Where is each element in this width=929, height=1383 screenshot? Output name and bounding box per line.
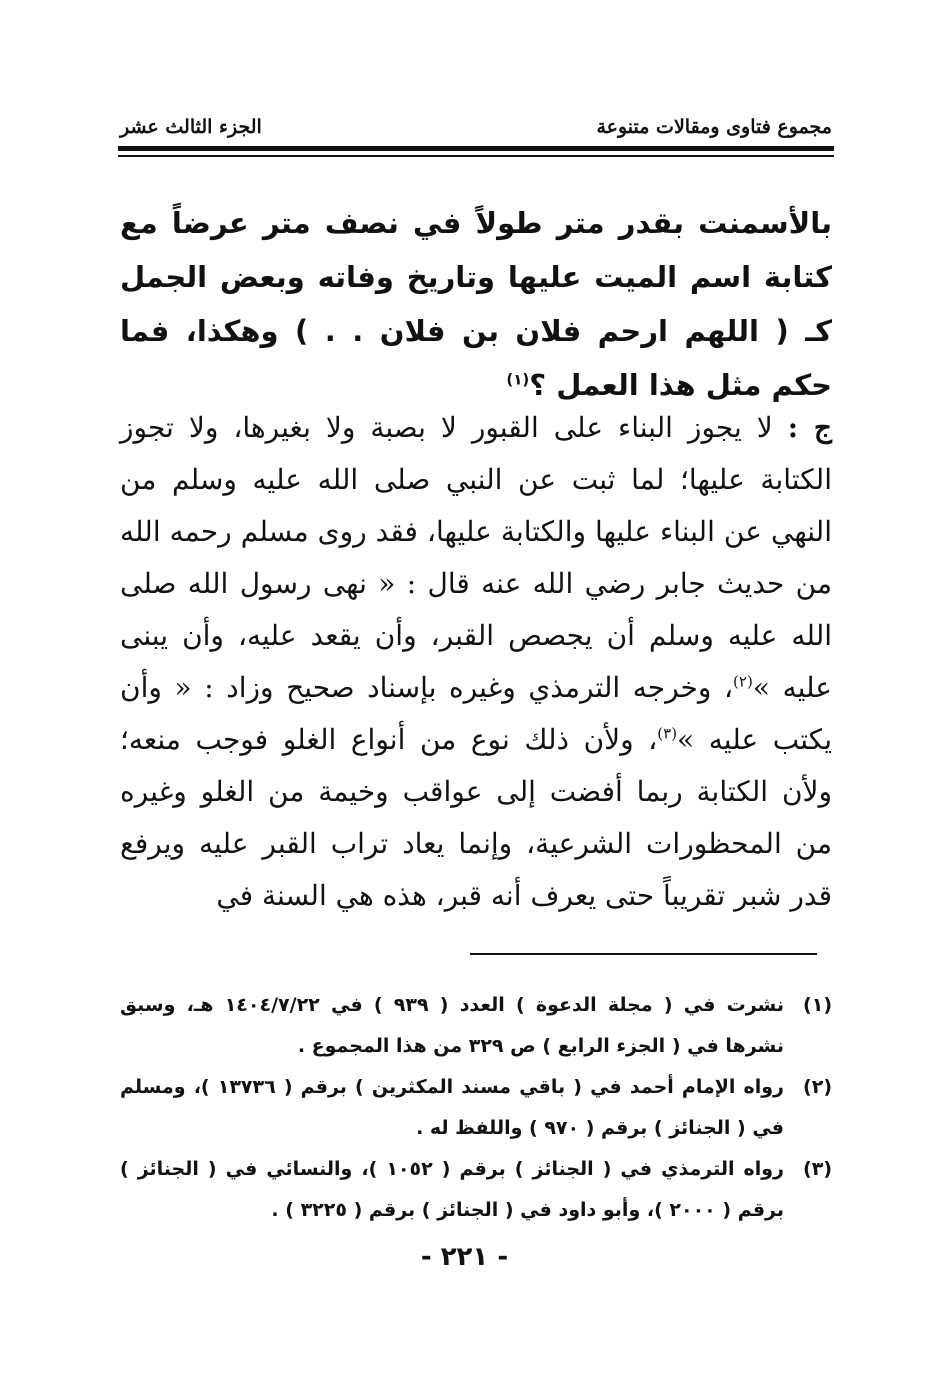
header-rule-thick — [118, 146, 834, 151]
question-paragraph — [120, 196, 832, 412]
footnote-item — [120, 1067, 832, 1149]
footnotes — [120, 985, 832, 1231]
answer-text-part3: ، ولأن ذلك نوع من أنواع الغلو فوجب منعه؛ ولأن الكتابة ربما أفضت إلى عواقب وخيمة من الغلو وغيره من المحظورات الشرعية، وإنما يعاد تراب القبر عليه ويرفع قدر شبر تقريباً حتى يعرف أنه قبر، هذه هي السنة في — [120, 723, 832, 912]
footnote-ref-1: (١) — [506, 370, 530, 389]
footnote-ref-2: (٢) — [733, 672, 753, 691]
footnote-number: (٣) — [803, 1158, 832, 1180]
footnote-ref-3: (٣) — [657, 724, 678, 743]
footnote-text: نشرت في ( مجلة الدعوة ) العدد ( ٩٣٩ ) في ١٤٠٤/٧/٢٢ هـ، وسبق نشرها في ( الجزء الرابع ) ص ٣٢٩ من هذا المجموع . — [120, 994, 784, 1057]
answer-marker: ج : — [787, 411, 832, 444]
answer-text-part2: ، وخرجه الترمذي وغيره بإسناد صحيح وزاد : « وأن يكتب عليه » — [120, 671, 832, 756]
footnote-text: رواه الترمذي في ( الجنائز ) برقم ( ١٠٥٢ )، والنسائي في ( الجنائز ) برقم ( ٢٠٠٠ )، وأبو داود في ( الجنائز ) برقم ( ٣٢٢٥ ) . — [120, 1158, 784, 1221]
header-rule-thin — [118, 155, 834, 157]
page-number: - ٢٢١ - — [420, 1242, 509, 1272]
running-header — [120, 112, 832, 144]
footnote-number: (٢) — [803, 1076, 832, 1098]
volume-label: الجزء الثالث عشر — [120, 116, 262, 138]
book-title: مجموع فتاوى ومقالات متنوعة — [596, 116, 832, 138]
answer-paragraph — [120, 402, 832, 922]
answer-text-part1: لا يجوز البناء على القبور لا بصبة ولا بغيرها، ولا تجوز الكتابة عليها؛ لما ثبت عن النبي صلى الله عليه وسلم من النهي عن البناء عليها والكتابة عليها، فقد روى مسلم رحمه الله من حديث جابر رضي الله عنه قال : « نهى رسول الله صلى الله عليه وسلم أن يجصص القبر، وأن يقعد عليه، وأن يبنى عليه » — [120, 411, 833, 704]
footnote-separator — [470, 953, 817, 955]
footnote-number: (١) — [803, 994, 832, 1016]
footnote-item — [120, 1149, 832, 1231]
question-text: بالأسمنت بقدر متر طولاً في نصف متر عرضاً مع كتابة اسم الميت عليها وتاريخ وفاته وبعض الجمل كـ ( اللهم ارحم فلان بن فلان . . ) وهكذا، فما حكم مثل هذا العمل ؟ — [120, 206, 832, 402]
footnote-item — [120, 985, 832, 1067]
footnote-text: رواه الإمام أحمد في ( باقي مسند المكثرين ) برقم ( ١٣٧٣٦ )، ومسلم في ( الجنائز ) برقم ( ٩٧٠ ) واللفظ له . — [120, 1076, 784, 1139]
